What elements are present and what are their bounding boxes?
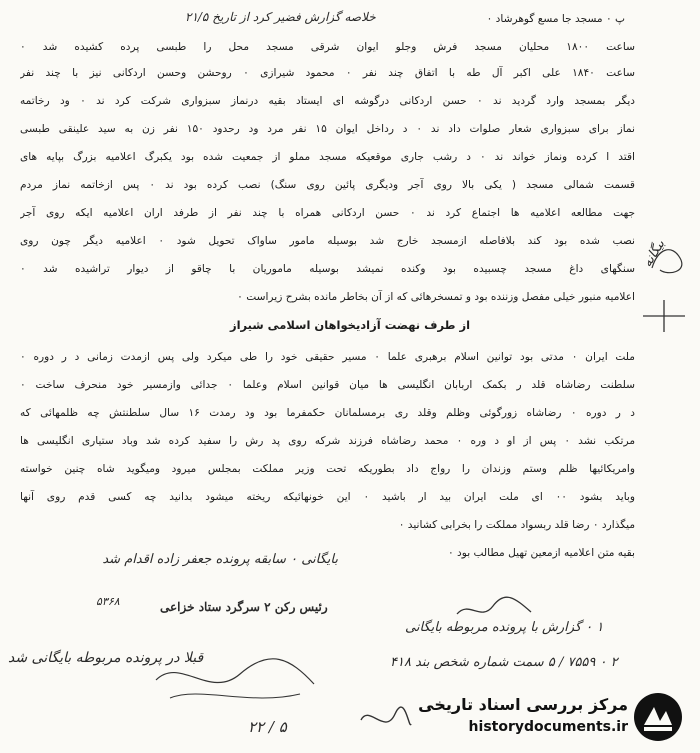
- flyer-heading: از طرف نهضت آزادیخواهان اسلامی شیراز: [229, 318, 471, 332]
- header-left-text: پ ۰ مسجد جا مسع گوهرشاد ۰: [486, 13, 625, 25]
- handwritten-number-left: ۵۳۶۸: [96, 595, 120, 608]
- flyer-line: مرتکب نشد ۰ پس از او د وره ۰ محمد رضاشاه فرزند شرکه روی پد رش را سفید کرده شد وباد ستیاری انگلیسی ها: [20, 435, 635, 447]
- signature-scribble: [455, 596, 535, 622]
- handwritten-note-right-2: ۲ ۰ ۷۵۵۹ / ۵ سمت شماره شخص بند ۴۱۸: [390, 655, 618, 670]
- report-line: سنگهای داغ مسجد چسبیده بود وکنده نمیشد بوسیله ماموریان با چاقو از دیوار تراشیده شد ۰: [20, 263, 635, 275]
- report-line: اعلامیه منبور خیلی مفصل وزننده بود و تمسخرهائی که از آن بخاطر مانده بشرح زیراست ۰: [237, 291, 635, 303]
- report-line: اقتد ا کرده ونماز خواند ند ۰ د رشب جاری موقعیکه مسجد مملو از جمعیت شده بود یکبرگ اعلامیه بزرگ بپایه های: [20, 151, 635, 163]
- flyer-line: وباید بشود ۰۰ ای ملت ایران بید ار باشید ۰ این خونهائیکه ریخته میشود بدانید چه کسی قدم روی آنها: [20, 491, 635, 503]
- flyer-line: بقیه متن اعلامیه ازمعین تهیل مطالب بود ۰: [447, 547, 635, 559]
- margin-note-handwritten: بیگانه: [640, 237, 669, 270]
- handwritten-note-bottom-left: قبلا در پرونده مربوطه بایگانی شد: [8, 650, 204, 666]
- flyer-line: د ر دوره ۰ رضاشاه زورگوئی وظلم وقلد ری برمسلمانان حکمفرما بود ود رمدت ۱۶ سال سلطنتش چه ظلمهائی که: [20, 407, 635, 419]
- margin-cross-mark: [640, 296, 690, 336]
- handwritten-note-right-1: ۱ ۰ گزارش با پرونده مربوطه بایگانی: [405, 620, 604, 635]
- watermark-title: مرکز بررسی اسناد تاریخی: [418, 695, 628, 714]
- flyer-line: میگذارد ۰ رضا قلد ربسواد مملکت را بخرابی کشانید ۰: [398, 519, 635, 531]
- report-line: نصب شده بود کند بلافاصله ازمسجد خارج شد بوسیله مامور ساواک تحویل شود ۰ اعلامیه دیگر چون روی: [20, 235, 635, 247]
- watermark: [416, 687, 686, 747]
- handwritten-number-bottom: ۵ / ۲۲: [248, 718, 287, 736]
- watermark-logo: [632, 691, 684, 743]
- report-line: جهت مطالعه اعلامیه ها اجتماع کرد ند ۰ حسن اردکانی همراه با چند نفر از طرفد اران اعلامیه ایکه روی آجر: [20, 207, 635, 219]
- signature-scribble: [355, 700, 415, 740]
- handwritten-note-left: بایگانی ۰ سابقه پرونده جعفر زاده اقدام شد: [102, 552, 338, 567]
- report-line: ساعت ۱۸۴۰ علی اکبر آل طه با اتفاق چند نفر ۰ محمود شیرازی ۰ روحشن وحسن اردکانی نیز با چند نفر: [20, 67, 635, 79]
- margin-curve-mark: [648, 238, 688, 278]
- flyer-line: سلطنت رضاشاه قلد ر بکمک اربابان انگلیسی ها میان قوانین اسلام وعلما ۰ جدائی وازمسیر خود منحرف ساخت ۰: [20, 379, 635, 391]
- report-line: ساعت ۱۸۰۰ محلیان مسجد فرش وجلو ایوان شرقی مسجد محل را طبسی پرده کشیده شد ۰: [20, 41, 635, 53]
- watermark-url: historydocuments.ir: [468, 719, 628, 735]
- flyer-line: ملت ایران ۰ مدتی بود توانین اسلام برهبری علما ۰ مسیر حقیقی خود را طی میکرد ولی پس ازمدت زمانی د ر دوره ۰: [20, 351, 635, 363]
- signature-scribble: [150, 650, 320, 710]
- report-line: قسمت شمالی مسجد ( یکی بالا روی آجر ودیگری پائین روی سنگ) نصب کرده بود ند ۰ پس ازخاتمه نماز مردم: [20, 179, 635, 191]
- signature-line: رئیس رکن ۲ سرگرد ستاد خزاعی: [160, 600, 328, 614]
- header-right-handwritten: خلاصه گزارش فضیر کرد از تاریخ ۲۱/۵: [185, 10, 376, 24]
- report-line: نماز برای سبزواری شعار صلوات داد ند ۰ د رداخل ایوان ۱۵ نفر مرد ود رحدود ۱۵۰ نفر زن به سید علینقی طبسی: [20, 123, 635, 135]
- report-line: دیگر بمسجد وارد گردید ند ۰ حسن اردکانی درگوشه ای ایستاد بقیه درنماز سبزواری شرکت کرد ند ۰ ود رخاتمه: [20, 95, 635, 107]
- flyer-line: وامریکائیها ظلم وستم وزندان را رواج داد بطوریکه تحت وزیر مملکت بمجلس میرود ومیگوید شاه چنین خواسته: [20, 463, 635, 475]
